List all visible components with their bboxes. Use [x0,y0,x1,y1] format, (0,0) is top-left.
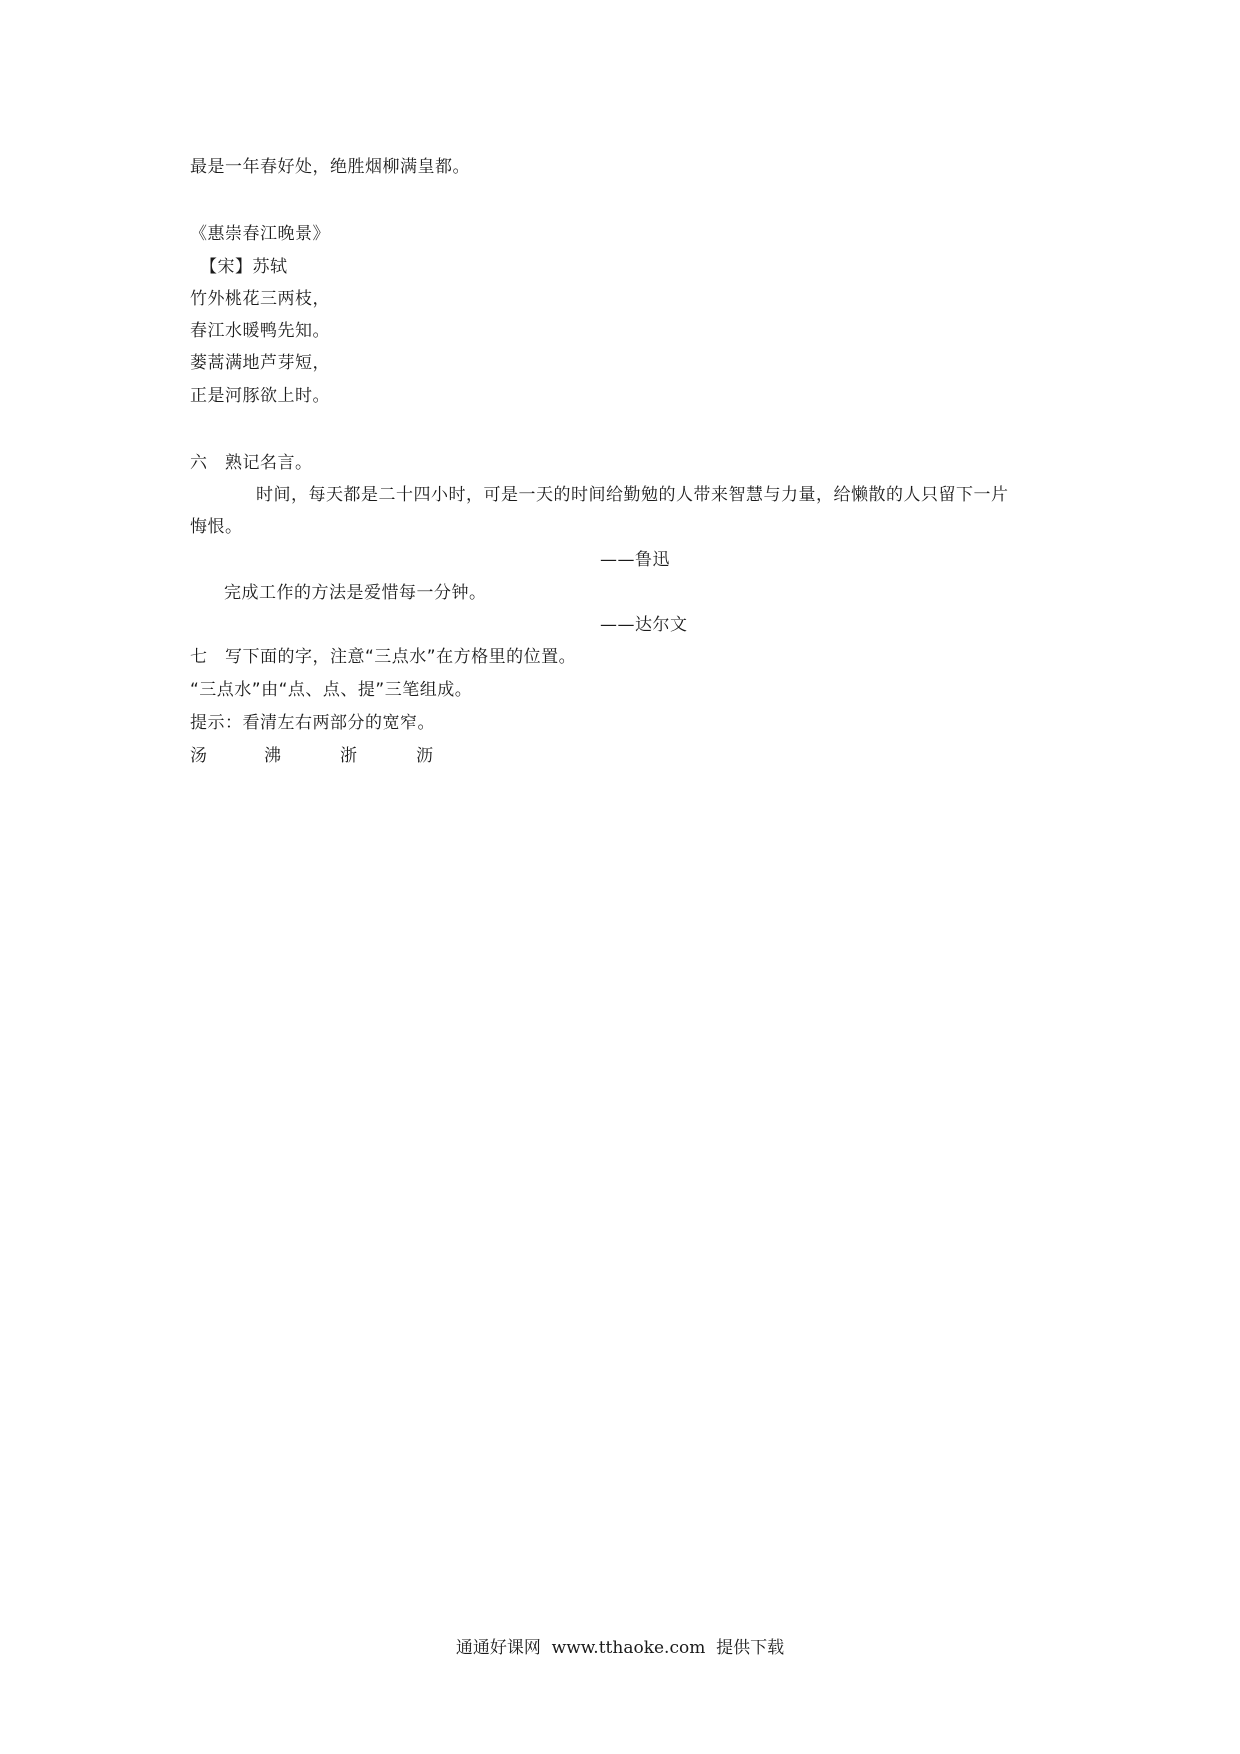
quote-text: 时间，每天都是二十四小时，可是一天的时间给勤勉的人带来智慧与力量，给懒散的人只留下一片 [256,485,1009,505]
practice-character: 浙 [340,746,357,766]
poem-author: 【宋】苏轼 [200,257,288,277]
quote-attribution: ——鲁迅 [600,550,670,570]
poem-line: 正是河豚欲上时。 [190,386,330,406]
section-heading: 六 熟记名言。 [190,453,313,473]
poem-line: 竹外桃花三两枝， [190,289,330,309]
quote-text-continued: 悔恨。 [190,517,243,537]
section-heading: 七 写下面的字，注意“三点水”在方格里的位置。 [190,647,577,667]
poem-line: 春江水暖鸭先知。 [190,321,330,341]
tip-text: 提示：看清左右两部分的宽窄。 [190,713,435,733]
poem-line: 蒌蒿满地芦芽短， [190,353,330,373]
poem-title: 《惠崇春江晚景》 [190,224,330,244]
poem-last-line: 最是一年春好处，绝胜烟柳满皇都。 [190,157,470,177]
quote-text: 完成工作的方法是爱惜每一分钟。 [224,583,487,603]
footer-credit: 通通好课网 www.tthaoke.com 提供下载 [455,1638,785,1658]
quote-attribution: ——达尔文 [600,615,688,635]
practice-character: 沥 [416,746,433,766]
practice-character: 沸 [264,746,281,766]
practice-character: 汤 [190,746,207,766]
stroke-note: “三点水”由“点、点、提”三笔组成。 [190,680,473,700]
